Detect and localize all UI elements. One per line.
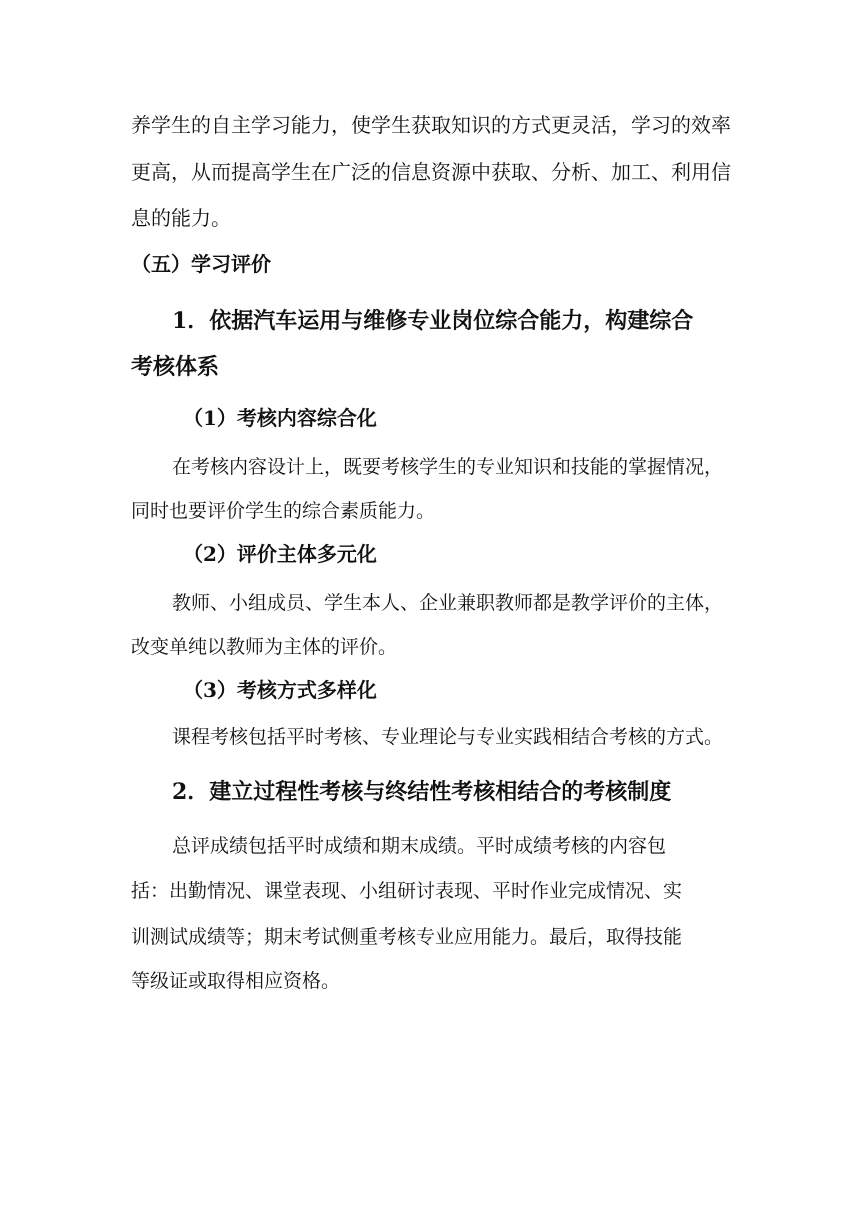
subsection2-line-1: 总评成绩包括平时成绩和期末成绩。平时成绩考核的内容包 bbox=[172, 835, 667, 857]
subsection1-heading-line-1: 1．依据汽车运用与维修专业岗位综合能力，构建综合 bbox=[172, 308, 694, 334]
item1-heading: （1）考核内容综合化 bbox=[183, 406, 377, 430]
subsection1-heading-line-2: 考核体系 bbox=[131, 354, 220, 380]
item1-line-2: 同时也要评价学生的综合素质能力。 bbox=[131, 500, 436, 522]
subsection2-line-3: 训测试成绩等；期末考试侧重考核专业应用能力。最后，取得技能 bbox=[131, 926, 683, 948]
item1-line-1: 在考核内容设计上，既要考核学生的专业知识和技能的掌握情况， bbox=[172, 456, 724, 478]
item2-line-1: 教师、小组成员、学生本人、企业兼职教师都是教学评价的主体， bbox=[172, 592, 724, 614]
subsection2-line-4: 等级证或取得相应资格。 bbox=[131, 970, 341, 992]
item2-heading: （2）评价主体多元化 bbox=[183, 542, 377, 566]
intro-line-3: 息的能力。 bbox=[131, 206, 231, 230]
item3-heading: （3）考核方式多样化 bbox=[183, 678, 377, 702]
item3-line-1: 课程考核包括平时考核、专业理论与专业实践相结合考核的方式。 bbox=[172, 726, 724, 748]
section-heading: （五）学习评价 bbox=[131, 252, 271, 276]
intro-line-1: 养学生的自主学习能力，使学生获取知识的方式更灵活，学习的效率 bbox=[131, 113, 731, 137]
subsection2-heading: 2．建立过程性考核与终结性考核相结合的考核制度 bbox=[172, 779, 672, 805]
item2-line-2: 改变单纯以教师为主体的评价。 bbox=[131, 636, 398, 658]
subsection2-line-2: 括：出勤情况、课堂表现、小组研讨表现、平时作业完成情况、实 bbox=[131, 880, 683, 902]
intro-line-2: 更高，从而提高学生在广泛的信息资源中获取、分析、加工、利用信 bbox=[131, 160, 731, 184]
